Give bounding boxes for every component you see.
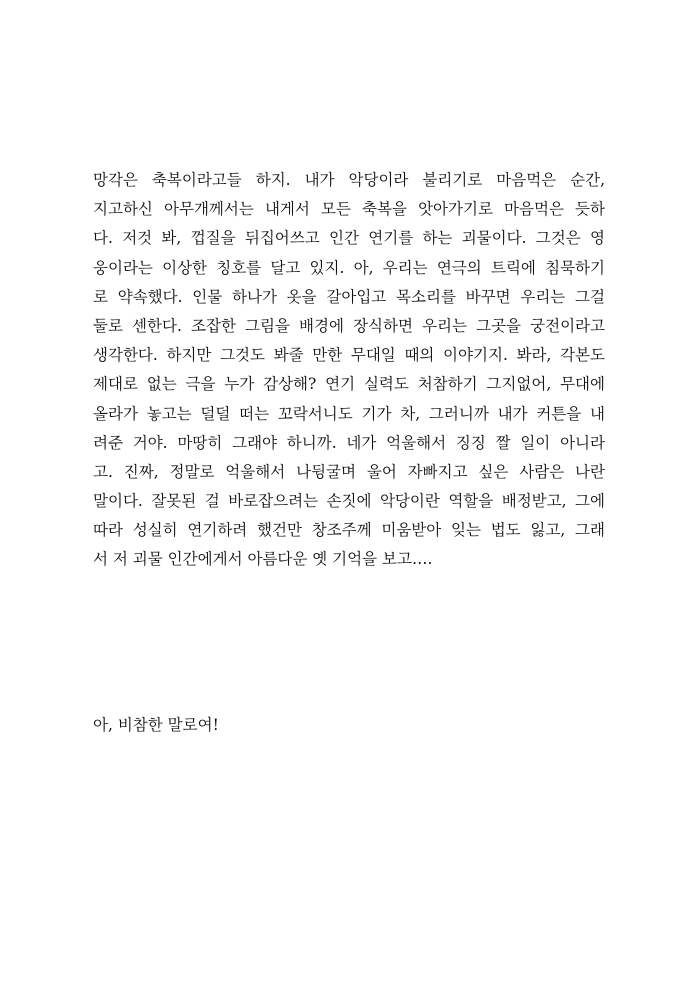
paragraph-line: 둘로 센한다. 조잡한 그림을 배경에 장식하면 우리는 그곳을 궁전이라고 <box>93 316 605 335</box>
closing-line: 아, 비참한 말로여! <box>93 716 219 734</box>
paragraph-line: 망각은 축복이라고들 하지. 내가 악당이라 불리기로 마음먹은 순간, <box>93 171 605 189</box>
paragraph-line: 따라 성실히 연기하려 했건만 창조주께 미움받아 잊는 법도 잃고, 그래 <box>93 521 605 540</box>
paragraph-line: 려준 거야. 마땅히 그래야 하니까. 네가 억울해서 징징 짤 일이 아니라 <box>93 433 605 452</box>
paragraph-line: 고. 진짜, 정말로 억울해서 나뒹굴며 울어 자빠지고 싶은 사람은 나란 <box>93 462 605 481</box>
paragraph-line: 올라가 놓고는 덜덜 떠는 꼬락서니도 기가 차, 그러니까 내가 커튼을 내 <box>93 404 605 423</box>
paragraph-line: 말이다. 잘못된 걸 바로잡으려는 손짓에 악당이란 역할을 배정받고, 그에 <box>93 492 605 511</box>
paragraph-line: 서 저 괴물 인간에게서 아름다운 옛 기억을 보고…. <box>93 550 433 569</box>
paragraph-line: 웅이라는 이상한 칭호를 달고 있지. 아, 우리는 연극의 트릭에 침묵하기 <box>93 258 605 277</box>
paragraph-line: 제대로 없는 극을 누가 감상해? 연기 실력도 처참하기 그지없어, 무대에 <box>93 375 605 394</box>
body-paragraph <box>93 166 605 575</box>
paragraph-line: 생각한다. 하지만 그것도 봐줄 만한 무대일 때의 이야기지. 봐라, 각본도 <box>93 346 605 365</box>
paragraph-line: 로 약속했다. 인물 하나가 옷을 갈아입고 목소리를 바꾸면 우리는 그걸 <box>93 287 605 306</box>
paragraph-line: 다. 저것 봐, 껍질을 뒤집어쓰고 인간 연기를 하는 괴물이다. 그것은 영 <box>93 229 605 248</box>
paragraph-line: 지고하신 아무개께서는 내게서 모든 축복을 앗아가기로 마음먹은 듯하 <box>93 200 605 219</box>
